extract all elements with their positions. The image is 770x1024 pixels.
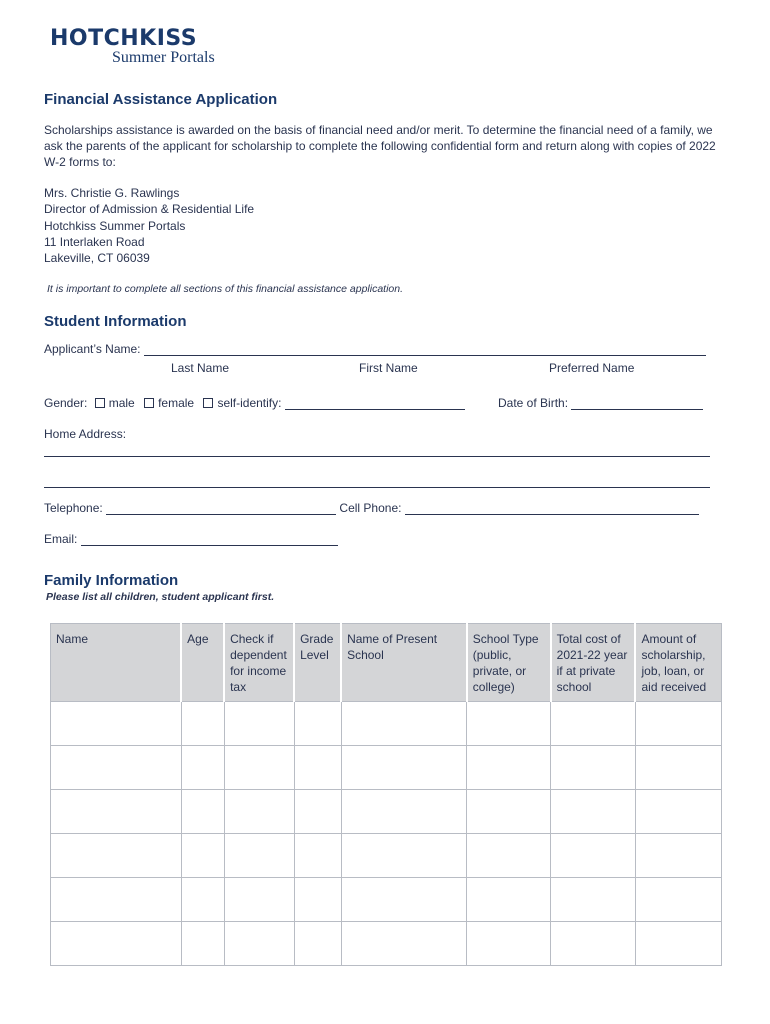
table-cell-input[interactable] <box>635 834 721 878</box>
table-cell-input[interactable] <box>224 702 294 746</box>
table-cell-input[interactable] <box>635 702 721 746</box>
intro-paragraph: Scholarships assistance is awarded on the basis of financial need and/or merit. To determine the financial need of a family, we ask the parents of the applicant for scholarship to complete the following confidential form and return along with copies of 2022 W-2 forms to: <box>44 123 716 169</box>
column-header-aid-amount: Amount of scholarship, job, loan, or aid received <box>635 624 721 702</box>
table-cell-input[interactable] <box>181 834 224 878</box>
address-line: Mrs. Christie G. Rawlings <box>44 186 180 200</box>
gender-self-identify-label: self-identify: <box>217 396 282 410</box>
table-cell-input[interactable] <box>551 834 636 878</box>
table-cell-input[interactable] <box>467 702 551 746</box>
applicant-name-field[interactable] <box>144 343 706 356</box>
column-header-age: Age <box>181 624 224 702</box>
table-cell-input[interactable] <box>467 878 551 922</box>
column-header-grade: Grade Level <box>294 624 341 702</box>
table-cell-input[interactable] <box>181 878 224 922</box>
address-line: 11 Interlaken Road <box>44 234 145 249</box>
table-cell-input[interactable] <box>341 702 467 746</box>
table-cell-input[interactable] <box>294 702 341 746</box>
family-table-body <box>51 702 722 966</box>
table-cell-input[interactable] <box>341 922 467 966</box>
logo-sub: Summer Portals <box>112 49 215 66</box>
student-section-heading: Student Information <box>44 313 187 330</box>
table-cell-input[interactable] <box>635 746 721 790</box>
table-cell-input[interactable] <box>341 790 467 834</box>
table-cell-input[interactable] <box>551 702 636 746</box>
email-label: Email: <box>44 532 78 546</box>
family-section-heading: Family Information <box>44 572 179 589</box>
table-cell-input[interactable] <box>181 746 224 790</box>
table-row <box>51 922 722 966</box>
table-row <box>51 702 722 746</box>
telephone-label: Telephone: <box>44 501 103 515</box>
table-cell-input[interactable] <box>294 746 341 790</box>
table-cell-input[interactable] <box>51 746 182 790</box>
table-cell-input[interactable] <box>467 922 551 966</box>
table-cell-input[interactable] <box>341 878 467 922</box>
dob-label: Date of Birth: <box>498 396 569 410</box>
table-header-row <box>51 624 722 702</box>
gender-female-label: female <box>158 396 195 410</box>
table-cell-input[interactable] <box>181 702 224 746</box>
family-table <box>50 623 722 966</box>
cell-phone-label: Cell Phone: <box>339 501 402 515</box>
table-row <box>51 878 722 922</box>
table-cell-input[interactable] <box>51 834 182 878</box>
family-instruction: Please list all children, student applicant first. <box>46 591 275 603</box>
completion-note: It is important to complete all sections of this financial assistance application. <box>47 283 404 295</box>
column-header-name: Name <box>51 624 182 702</box>
home-address-label: Home Address: <box>44 427 127 441</box>
dob-field[interactable] <box>571 397 703 410</box>
table-cell-input[interactable] <box>341 746 467 790</box>
table-cell-input[interactable] <box>294 790 341 834</box>
table-cell-input[interactable] <box>51 702 182 746</box>
preferred-name-label: Preferred Name <box>549 361 635 375</box>
table-cell-input[interactable] <box>467 790 551 834</box>
home-address-field-2[interactable] <box>44 487 710 488</box>
address-line: Hotchkiss Summer Portals <box>44 218 186 233</box>
table-cell-input[interactable] <box>294 878 341 922</box>
table-cell-input[interactable] <box>551 922 636 966</box>
gender-self-identify-checkbox[interactable] <box>203 398 213 408</box>
table-cell-input[interactable] <box>551 790 636 834</box>
table-row <box>51 834 722 878</box>
table-cell-input[interactable] <box>224 790 294 834</box>
table-cell-input[interactable] <box>181 922 224 966</box>
last-name-label: Last Name <box>171 361 230 375</box>
address-line: Lakeville, CT 06039 <box>44 251 150 266</box>
email-field[interactable] <box>81 533 338 546</box>
table-cell-input[interactable] <box>467 746 551 790</box>
column-header-school: Name of Present School <box>341 624 467 702</box>
page-title: Financial Assistance Application <box>44 91 278 108</box>
self-identify-field[interactable] <box>285 397 465 410</box>
table-row <box>51 790 722 834</box>
gender-label: Gender: <box>44 396 88 410</box>
table-cell-input[interactable] <box>224 922 294 966</box>
table-cell-input[interactable] <box>224 746 294 790</box>
table-cell-input[interactable] <box>635 790 721 834</box>
column-header-dependent: Check if dependent for income tax <box>224 624 294 702</box>
table-cell-input[interactable] <box>467 834 551 878</box>
table-cell-input[interactable] <box>181 790 224 834</box>
logo-main: HOTCHKISS <box>50 26 198 51</box>
column-header-school-type: School Type (public, private, or college) <box>467 624 551 702</box>
table-cell-input[interactable] <box>51 878 182 922</box>
table-cell-input[interactable] <box>341 834 467 878</box>
first-name-label: First Name <box>359 361 418 375</box>
column-header-total-cost: Total cost of 2021-22 year if at private school <box>551 624 636 702</box>
telephone-field[interactable] <box>106 502 336 515</box>
home-address-field-1[interactable] <box>44 456 710 457</box>
table-cell-input[interactable] <box>635 878 721 922</box>
table-cell-input[interactable] <box>635 922 721 966</box>
address-line: Director of Admission & Residential Life <box>44 202 255 217</box>
mailing-address <box>44 185 254 266</box>
table-cell-input[interactable] <box>224 834 294 878</box>
applicant-name-label: Applicant’s Name: <box>44 342 141 356</box>
table-row <box>51 746 722 790</box>
cell-phone-field[interactable] <box>405 502 699 515</box>
table-cell-input[interactable] <box>551 878 636 922</box>
table-cell-input[interactable] <box>294 922 341 966</box>
table-cell-input[interactable] <box>51 922 182 966</box>
gender-male-checkbox[interactable] <box>95 398 105 408</box>
table-cell-input[interactable] <box>294 834 341 878</box>
gender-female-checkbox[interactable] <box>144 398 154 408</box>
table-cell-input[interactable] <box>51 790 182 834</box>
table-cell-input[interactable] <box>551 746 636 790</box>
table-cell-input[interactable] <box>224 878 294 922</box>
gender-male-label: male <box>108 396 135 410</box>
